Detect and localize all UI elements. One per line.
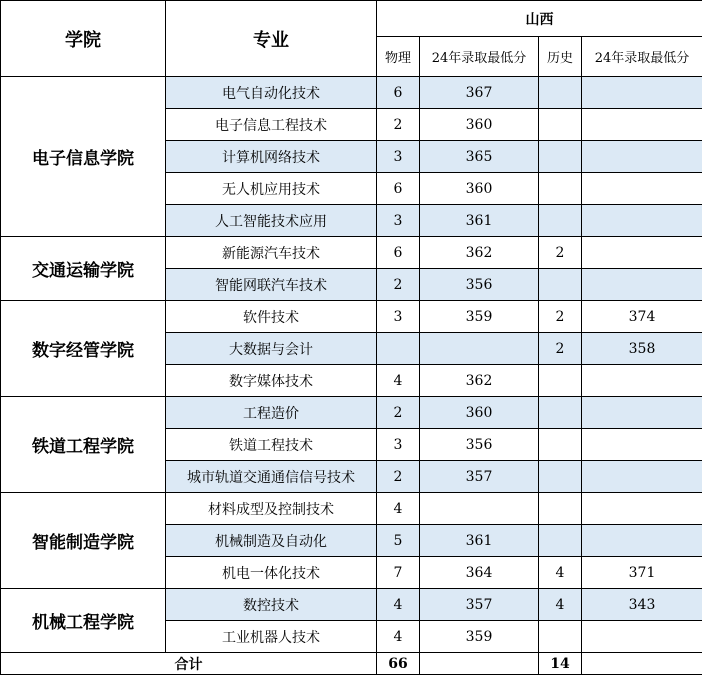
- history-min-score: [582, 109, 702, 141]
- header-physics: 物理: [377, 37, 420, 77]
- history-min-score: [582, 429, 702, 461]
- major-name: 大数据与会计: [166, 333, 377, 365]
- major-name: 电气自动化技术: [166, 77, 377, 109]
- physics-count: 6: [377, 77, 420, 109]
- physics-min-score: 362: [420, 365, 539, 397]
- physics-count: 2: [377, 109, 420, 141]
- table-footer: [1, 653, 702, 675]
- major-name: 材料成型及控制技术: [166, 493, 377, 525]
- major-name: 智能网联汽车技术: [166, 269, 377, 301]
- history-count: [539, 109, 582, 141]
- major-name: 电子信息工程技术: [166, 109, 377, 141]
- history-min-score: [582, 397, 702, 429]
- table-row: [1, 237, 702, 269]
- history-min-score: [582, 365, 702, 397]
- history-count: [539, 77, 582, 109]
- history-min-score: [582, 77, 702, 109]
- physics-min-score: 356: [420, 269, 539, 301]
- history-min-score: 343: [582, 589, 702, 621]
- college-name: 数字经管学院: [1, 301, 166, 397]
- physics-count: 7: [377, 557, 420, 589]
- history-min-score: [582, 269, 702, 301]
- history-count: [539, 429, 582, 461]
- total-history-score: [582, 653, 702, 675]
- college-name: 电子信息学院: [1, 77, 166, 237]
- table-body: [1, 77, 702, 653]
- table-row: [1, 77, 702, 109]
- physics-count: 6: [377, 237, 420, 269]
- table-row: [1, 493, 702, 525]
- total-physics-score: [420, 653, 539, 675]
- physics-min-score: 364: [420, 557, 539, 589]
- major-name: 工业机器人技术: [166, 621, 377, 653]
- physics-min-score: 361: [420, 205, 539, 237]
- physics-min-score: [420, 333, 539, 365]
- physics-count: 3: [377, 141, 420, 173]
- physics-count: 2: [377, 397, 420, 429]
- physics-min-score: [420, 493, 539, 525]
- header-province: 山西: [377, 1, 702, 37]
- physics-min-score: 357: [420, 461, 539, 493]
- history-min-score: [582, 205, 702, 237]
- physics-count: 5: [377, 525, 420, 557]
- total-history: 14: [539, 653, 582, 675]
- history-min-score: [582, 141, 702, 173]
- header-major: 专业: [166, 1, 377, 77]
- major-name: 城市轨道交通通信信号技术: [166, 461, 377, 493]
- history-count: 2: [539, 301, 582, 333]
- history-count: [539, 493, 582, 525]
- history-count: [539, 269, 582, 301]
- history-min-score: 374: [582, 301, 702, 333]
- history-count: [539, 141, 582, 173]
- table-header: [1, 1, 702, 77]
- history-count: [539, 397, 582, 429]
- history-count: 4: [539, 557, 582, 589]
- physics-min-score: 361: [420, 525, 539, 557]
- major-name: 无人机应用技术: [166, 173, 377, 205]
- physics-min-score: 359: [420, 621, 539, 653]
- physics-min-score: 367: [420, 77, 539, 109]
- major-name: 人工智能技术应用: [166, 205, 377, 237]
- history-min-score: [582, 237, 702, 269]
- history-count: [539, 205, 582, 237]
- physics-min-score: 357: [420, 589, 539, 621]
- major-name: 新能源汽车技术: [166, 237, 377, 269]
- college-name: 铁道工程学院: [1, 397, 166, 493]
- header-physics-score: 24年录取最低分: [420, 37, 539, 77]
- physics-count: 2: [377, 269, 420, 301]
- physics-min-score: 360: [420, 397, 539, 429]
- physics-count: 4: [377, 493, 420, 525]
- history-min-score: [582, 493, 702, 525]
- header-history: 历史: [539, 37, 582, 77]
- major-name: 机电一体化技术: [166, 557, 377, 589]
- major-name: 计算机网络技术: [166, 141, 377, 173]
- physics-min-score: 356: [420, 429, 539, 461]
- history-count: [539, 365, 582, 397]
- major-name: 数控技术: [166, 589, 377, 621]
- college-name: 智能制造学院: [1, 493, 166, 589]
- physics-count: 3: [377, 205, 420, 237]
- history-min-score: [582, 621, 702, 653]
- physics-count: 4: [377, 589, 420, 621]
- history-min-score: [582, 525, 702, 557]
- table-row: [1, 397, 702, 429]
- physics-count: 4: [377, 365, 420, 397]
- history-count: [539, 461, 582, 493]
- physics-min-score: 362: [420, 237, 539, 269]
- physics-count: 3: [377, 429, 420, 461]
- history-count: 2: [539, 237, 582, 269]
- total-physics: 66: [377, 653, 420, 675]
- physics-count: 6: [377, 173, 420, 205]
- history-count: [539, 525, 582, 557]
- history-min-score: 371: [582, 557, 702, 589]
- history-min-score: [582, 173, 702, 205]
- physics-count: [377, 333, 420, 365]
- college-name: 交通运输学院: [1, 237, 166, 301]
- table-row: [1, 589, 702, 621]
- major-name: 铁道工程技术: [166, 429, 377, 461]
- physics-count: 2: [377, 461, 420, 493]
- major-name: 工程造价: [166, 397, 377, 429]
- total-label: 合计: [1, 653, 377, 675]
- major-name: 软件技术: [166, 301, 377, 333]
- major-name: 数字媒体技术: [166, 365, 377, 397]
- physics-count: 4: [377, 621, 420, 653]
- total-row: [1, 653, 702, 675]
- history-count: [539, 621, 582, 653]
- physics-min-score: 365: [420, 141, 539, 173]
- history-count: 4: [539, 589, 582, 621]
- college-name: 机械工程学院: [1, 589, 166, 653]
- physics-min-score: 359: [420, 301, 539, 333]
- history-min-score: 358: [582, 333, 702, 365]
- physics-count: 3: [377, 301, 420, 333]
- history-count: [539, 173, 582, 205]
- history-count: 2: [539, 333, 582, 365]
- history-min-score: [582, 461, 702, 493]
- physics-min-score: 360: [420, 173, 539, 205]
- major-name: 机械制造及自动化: [166, 525, 377, 557]
- table-row: [1, 301, 702, 333]
- header-history-score: 24年录取最低分: [582, 37, 702, 77]
- physics-min-score: 360: [420, 109, 539, 141]
- header-college: 学院: [1, 1, 166, 77]
